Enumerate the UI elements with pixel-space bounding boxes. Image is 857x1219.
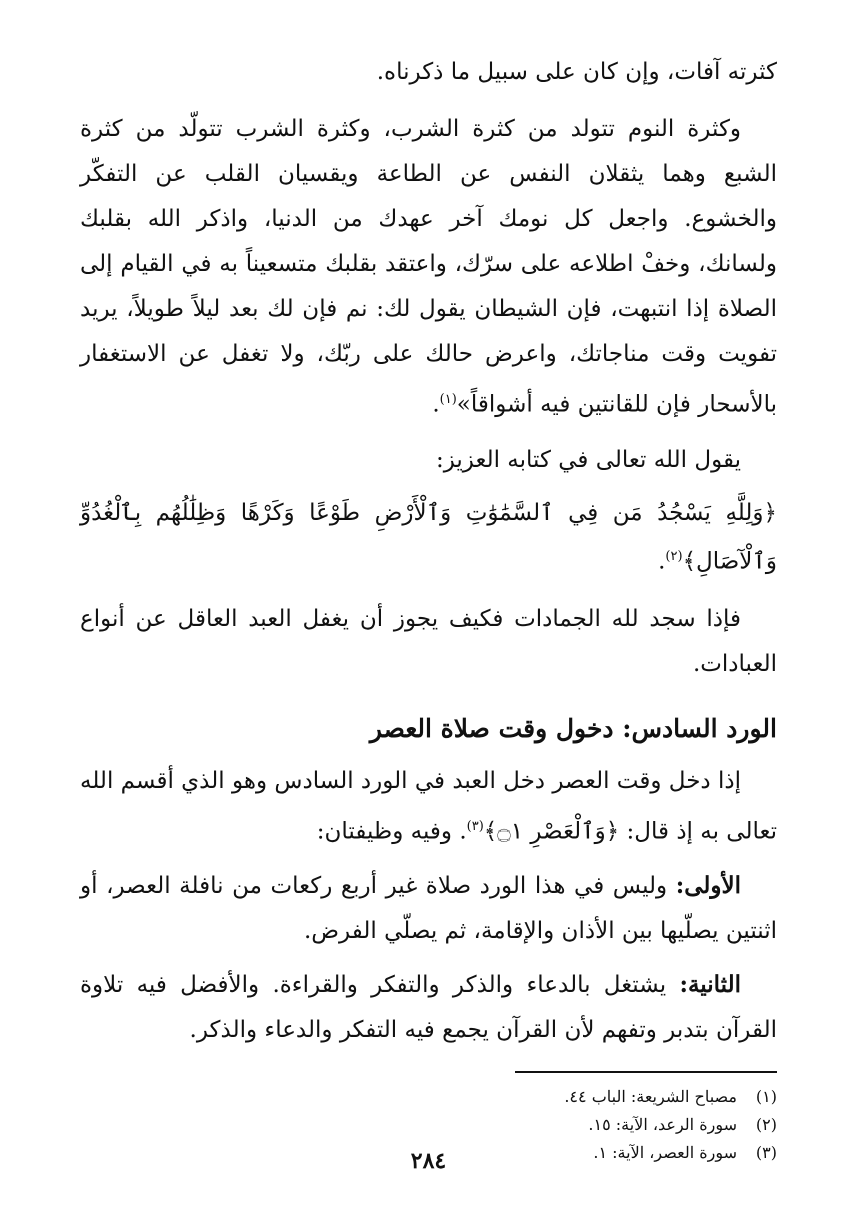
footnote-ref: (٣)	[466, 819, 484, 835]
paragraph: الأولى: وليس في هذا الورد صلاة غير أربع ركعات من نافلة العصر، أو اثنتين يصلّيها بين الأذان والإقامة، ثم يصلّي الفرض.	[80, 871, 777, 944]
footnote-ref: (١)	[439, 392, 457, 407]
paragraph: إذا دخل وقت العصر دخل العبد في الورد السادس وهو الذي أقسم الله تعالى به إذ قال: ﴿وَٱلْعَصْرِ ۝١﴾$^{(٣)}$. وفيه وظيفتان:	[79, 768, 777, 845]
paragraph: كثرته آفات، وإن كان على سبيل ما ذكرناه.	[376, 59, 777, 85]
paragraph-lead: الثانية:	[679, 970, 741, 998]
footnote: (٣) سورة العصر، الآية: ١.	[593, 1142, 777, 1162]
paragraph: الثانية: يشتغل بالدعاء والذكر والتفكر والقراءة. والأفضل فيه تلاوة القرآن بتدبر وتفهم لأن القرآن يجمع فيه التفكر والدعاء والذكر.	[80, 970, 777, 1043]
footnote: (٢) سورة الرعد، الآية: ١٥.	[588, 1114, 777, 1134]
paragraph: فإذا سجد لله الجمادات فكيف يجوز أن يغفل العبد العاقل عن أنواع العبادات.	[80, 606, 777, 678]
paragraph: وكثرة النوم تتولد من كثرة الشرب، وكثرة الشرب تتولّد من كثرة الشبع وهما يثقلان النفس عن الطاعة ويقسيان القلب عن التفكّر والخشوع. واجعل كل نومك آخر عهدك من الدنيا، واذكر الله بقلبك ولسانك، وخفْ اطلاعه على سرّك، واعتقد بقلبك متسعيناً به في القيام إلى الصلاة إذا انتبهت، فإن الشيطان يقول لك: نم فإن لك بعد ليلاً طويلاً، يريد تفويت وقت مناجاتك، واعرض حالك على ربّك، ولا تغفل عن الاستغفار بالأسحار فإن للقانتين فيه أشواقاً»$^{(١)}$.	[80, 116, 777, 418]
footnote: (١) مصباح الشريعة: الباب ٤٤.	[564, 1086, 777, 1106]
paragraph-lead: الأولى:	[675, 871, 741, 899]
quran-verse: ﴿وَلِلَّهِ يَسْجُدُ مَن فِي ٱلسَّمَٰوَٰتِ وَٱلْأَرْضِ طَوْعًا وَكَرْهًا وَظِلَٰلُهُم بِٱلْغُدُوِّ وَٱلْآصَالِ﴾$^{(٢)}$.	[80, 499, 777, 575]
footnote-ref: (٢)	[665, 548, 683, 564]
page-number: ٢٨٤	[410, 1148, 447, 1174]
footnote-divider	[515, 1071, 777, 1073]
paragraph: يقول الله تعالى في كتابه العزيز:	[435, 446, 741, 473]
section-heading: الورد السادس: دخول وقت صلاة العصر	[369, 714, 777, 744]
